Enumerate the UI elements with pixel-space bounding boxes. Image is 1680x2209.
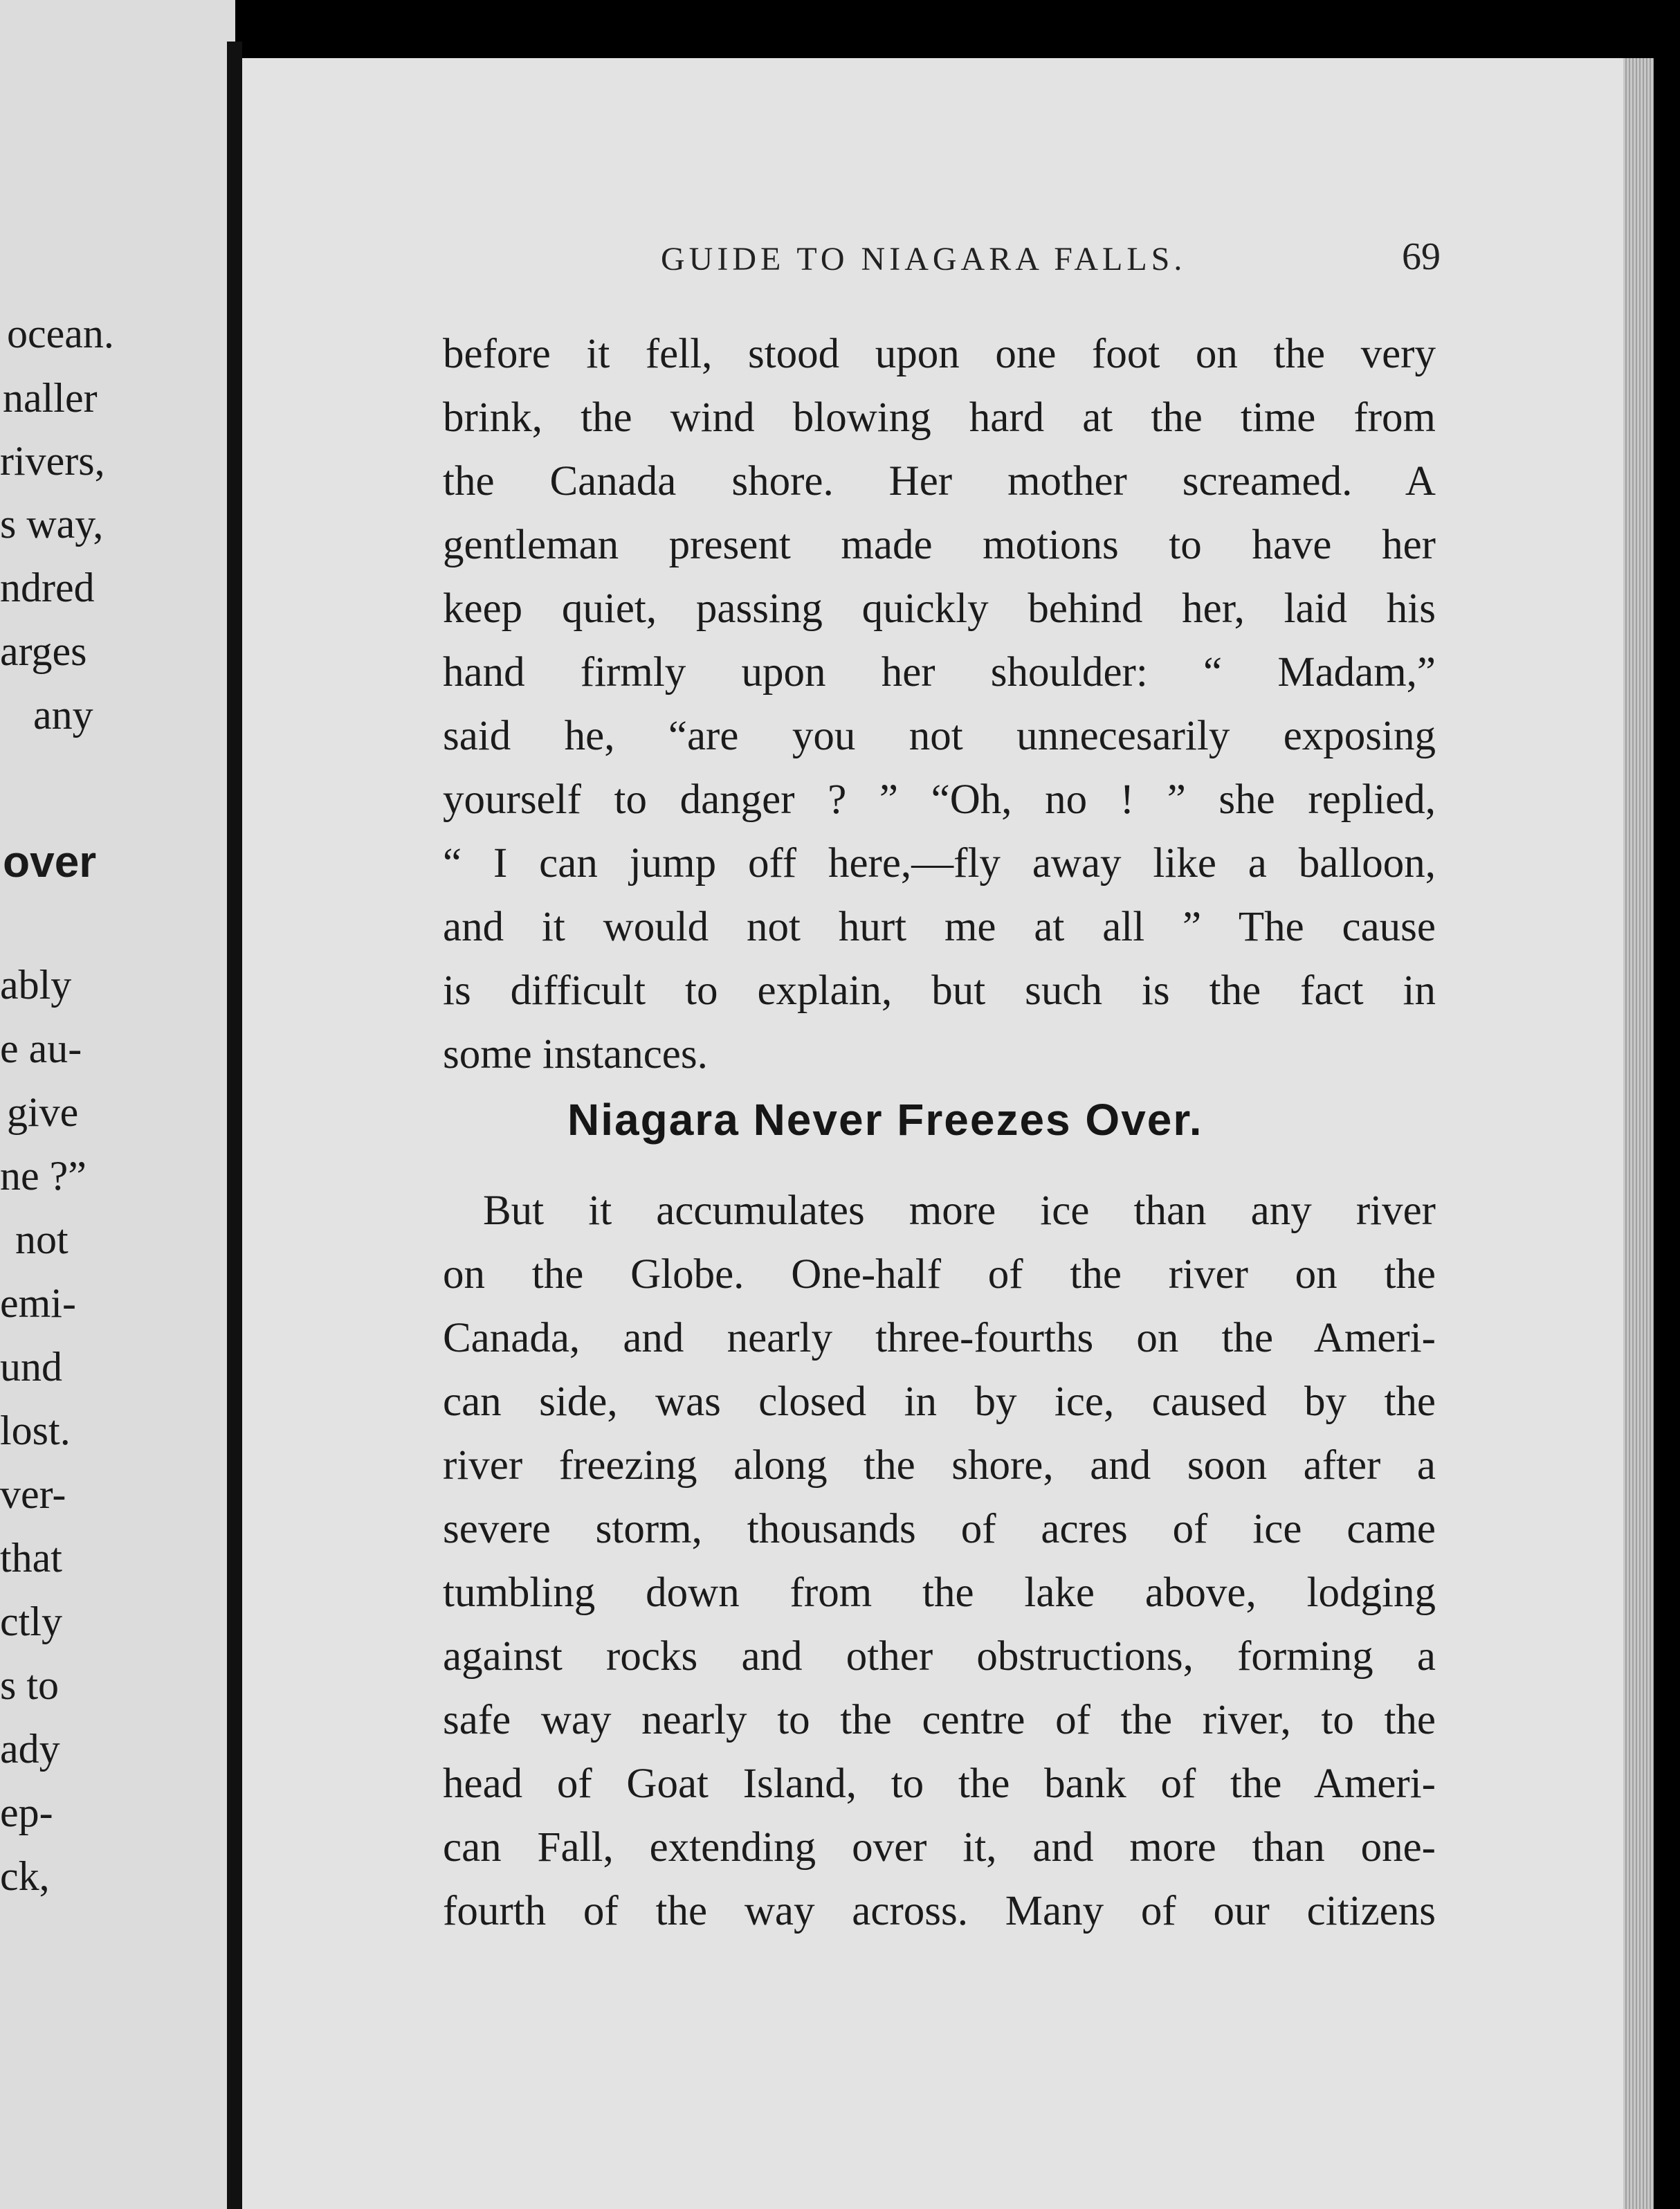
book-page bbox=[242, 58, 1654, 2209]
paragraph-line: gentleman present made motions to have her bbox=[443, 522, 1436, 568]
paragraph-line: yourself to danger ? ” “Oh, no ! ” she replied, bbox=[443, 776, 1436, 823]
paragraph-line: river freezing along the shore, and soon after a bbox=[443, 1442, 1436, 1489]
left-line: ady bbox=[0, 1726, 60, 1772]
running-head: GUIDE TO NIAGARA FALLS. bbox=[661, 241, 1187, 278]
page-edge bbox=[1623, 58, 1654, 2209]
paragraph-line: is difficult to explain, but such is the fact in bbox=[443, 967, 1436, 1014]
left-line: ne ?” bbox=[0, 1153, 86, 1199]
left-line: naller bbox=[3, 375, 98, 421]
paragraph-line: tumbling down from the lake above, lodging bbox=[443, 1570, 1436, 1616]
left-line: rivers, bbox=[0, 438, 105, 484]
left-line: s to bbox=[0, 1662, 60, 1708]
paragraph-line: can Fall, extending over it, and more than one- bbox=[443, 1824, 1436, 1871]
left-line: e au- bbox=[0, 1026, 82, 1071]
left-line: s way, bbox=[0, 501, 104, 547]
left-line: any bbox=[33, 692, 93, 738]
left-line: emi- bbox=[0, 1280, 76, 1326]
paragraph-line: hand firmly upon her shoulder: “ Madam,” bbox=[443, 649, 1436, 696]
paragraph-line: on the Globe. One-half of the river on the bbox=[443, 1251, 1436, 1298]
paragraph-line: “ I can jump off here,—fly away like a balloon, bbox=[443, 840, 1436, 887]
left-line: ably bbox=[0, 962, 72, 1008]
section-heading: Niagara Never Freezes Over. bbox=[567, 1095, 1203, 1145]
paragraph-line: said he, “are you not unnecesarily exposing bbox=[443, 713, 1436, 759]
paragraph-line: against rocks and other obstructions, forming a bbox=[443, 1633, 1436, 1680]
left-line: that bbox=[0, 1535, 62, 1581]
left-line: und bbox=[0, 1344, 62, 1390]
left-heading-fragment: over bbox=[3, 837, 97, 887]
left-line: not bbox=[15, 1217, 69, 1262]
left-line: ver- bbox=[0, 1471, 66, 1517]
paragraph-line: fourth of the way across. Many of our citizens bbox=[443, 1888, 1436, 1934]
left-line: lost. bbox=[0, 1408, 71, 1453]
paragraph-line: severe storm, thousands of acres of ice came bbox=[443, 1506, 1436, 1552]
book-gutter bbox=[227, 42, 242, 2209]
paragraph-line: some instances. bbox=[443, 1031, 708, 1078]
paragraph-line: brink, the wind blowing hard at the time from bbox=[443, 394, 1436, 441]
left-line: ocean. bbox=[7, 311, 114, 356]
paragraph-line: head of Goat Island, to the bank of the Ameri- bbox=[443, 1761, 1436, 1807]
paragraph-line: But it accumulates more ice than any river bbox=[483, 1188, 1436, 1234]
paragraph-line: safe way nearly to the centre of the river, to the bbox=[443, 1697, 1436, 1743]
paragraph-line: can side, was closed in by ice, caused by the bbox=[443, 1379, 1436, 1425]
left-line: ck, bbox=[0, 1853, 50, 1899]
paragraph-line: Canada, and nearly three-fourths on the Ameri- bbox=[443, 1315, 1436, 1361]
paragraph-line: the Canada shore. Her mother screamed. A bbox=[443, 458, 1436, 504]
paragraph-line: and it would not hurt me at all ” The cause bbox=[443, 904, 1436, 950]
page-number: 69 bbox=[1402, 235, 1441, 278]
left-line: ndred bbox=[0, 565, 95, 610]
left-line: ctly bbox=[0, 1599, 62, 1644]
left-line: give bbox=[7, 1089, 79, 1135]
paragraph-line: keep quiet, passing quickly behind her, laid his bbox=[443, 585, 1436, 632]
left-line: arges bbox=[0, 628, 87, 674]
facing-page-fragment bbox=[0, 0, 235, 2209]
paragraph-line: before it fell, stood upon one foot on the very bbox=[443, 331, 1436, 377]
left-line: ep- bbox=[0, 1790, 53, 1835]
